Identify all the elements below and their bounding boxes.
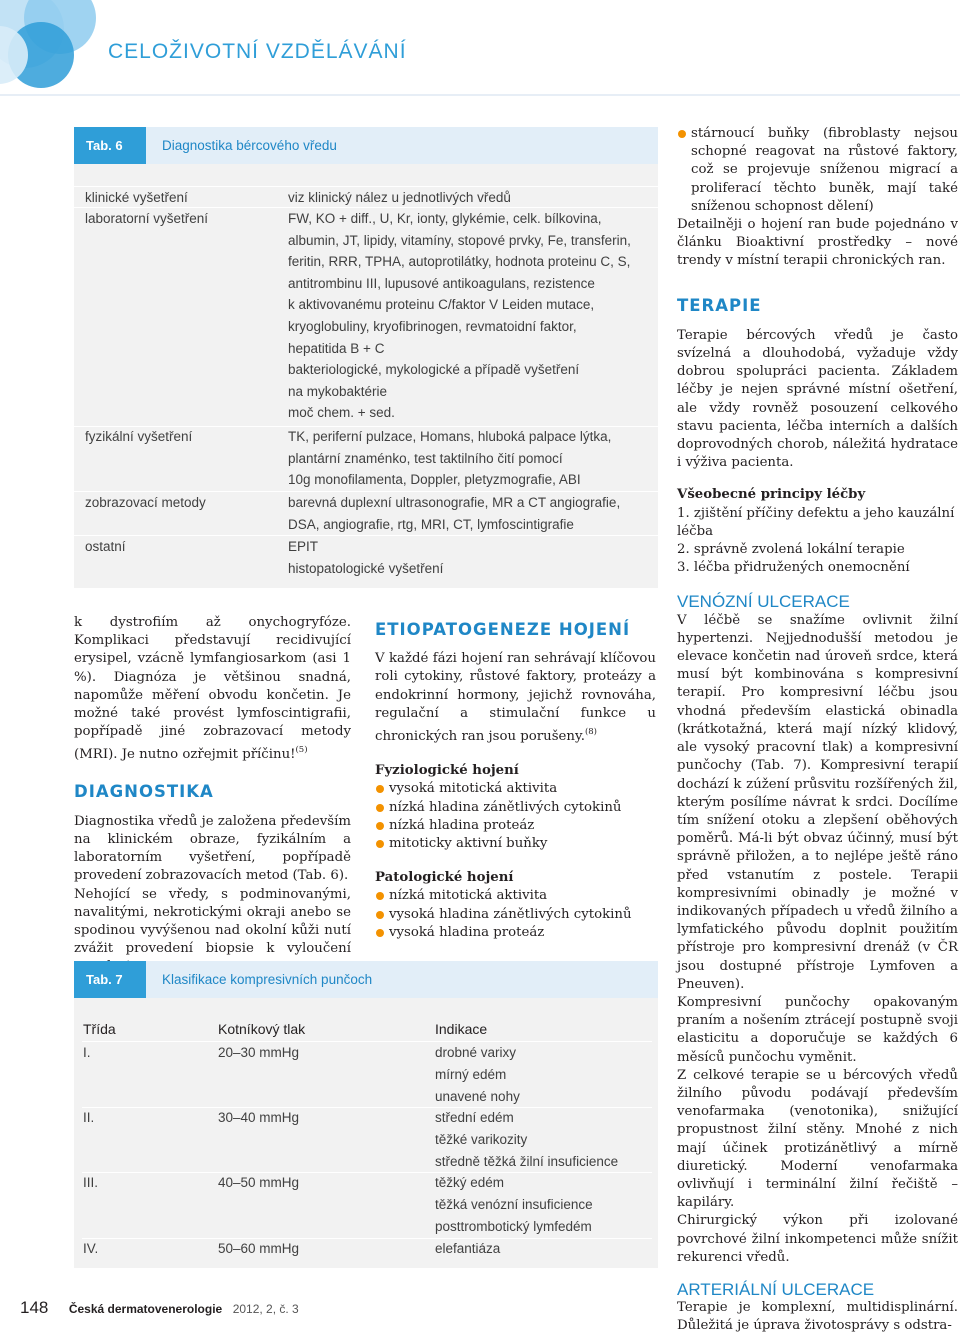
table6-header bbox=[74, 127, 658, 164]
table7-title: Klasifikace kompresivních punčoch bbox=[146, 961, 658, 998]
table7-trida: II. bbox=[83, 1110, 95, 1125]
journal-name: Česká dermatovenerologie bbox=[68, 1302, 223, 1316]
table7-indikace: drobné varixy mírný edém unavené nohy bbox=[435, 1045, 520, 1104]
issue-info: 2012, 2, č. 3 bbox=[232, 1302, 299, 1316]
table7-tlak: 40–50 mmHg bbox=[218, 1175, 300, 1190]
col3-note: Detailněji o hojení ran bude pojednáno v článku Bioaktivní prostředky – nové trendy v místní terapii chronických ran. bbox=[677, 217, 958, 269]
col3-paragraph: Kompresivní punčochy opakovaným praním a nošením ztrácejí postupně svoji elasticitu a doporučuje se každých 6 měsíců punčochu vyměnit. bbox=[677, 994, 958, 1065]
col3-paragraph: Chirurgický výkon při izolované povrchové žilní inkompetenci může snížit rekurenci vředů. bbox=[677, 1213, 958, 1265]
table6-label: Tab. 6 bbox=[74, 127, 146, 164]
table7-tlak: 20–30 mmHg bbox=[218, 1045, 300, 1060]
table6-row-value: viz klinický nález u jednotlivých vředů bbox=[288, 190, 511, 205]
list-item: 1. zjištění příčiny defektu a jeho kauzální léčba bbox=[677, 505, 955, 539]
heading-etiopatogeneze: ETIOPATOGENEZE HOJENÍ bbox=[375, 620, 631, 639]
table7-tlak: 50–60 mmHg bbox=[218, 1241, 300, 1256]
table6-row-value: EPIT histopatologické vyšetření bbox=[288, 539, 444, 576]
heading-terapie: TERAPIE bbox=[677, 295, 762, 315]
table6-title: Diagnostika bércového vředu bbox=[146, 127, 658, 164]
col3-paragraph: Z celkové terapie se u bércových vředů žilního původu podávají především venofarmaka (venotonika), snižující propustnost žilní stěny. Mnohé z nich mají účinek protizánětlivý a mírně diuretický. Moderní venofarmaka ovlivňují i terminální žilní řečiště – kapiláry. bbox=[677, 1067, 958, 1211]
header-divider bbox=[0, 94, 960, 96]
list-item: nízká hladina zánětlivých cytokinů bbox=[375, 799, 656, 817]
list-item: nízká hladina proteáz bbox=[375, 817, 656, 835]
table7-trida: IV. bbox=[83, 1241, 99, 1256]
list-item: nízká mitotická aktivita bbox=[375, 887, 656, 905]
table6-row-label: zobrazovací metody bbox=[85, 495, 206, 510]
table6-row-label: ostatní bbox=[85, 539, 126, 554]
table7-indikace: elefantiáza bbox=[435, 1241, 501, 1256]
section-title: CELOŽIVOTNÍ VZDĚLÁVÁNÍ bbox=[108, 40, 407, 63]
table7 bbox=[74, 998, 658, 1268]
patologicke-title: Patologické hojení bbox=[375, 870, 514, 886]
table7-header bbox=[74, 961, 658, 998]
table7-tlak: 30–40 mmHg bbox=[218, 1110, 300, 1125]
table7-col-header: Indikace bbox=[435, 1021, 488, 1037]
col1-intro: k dystrofiím až onychogryfóze. Komplikaci představují recidivující erysipel, vzácně lymfangiosarkom (asi 1 %). Diagnóza je většinou snadná, napomůže měření obvodu končetin. Je možné také provést lymfoscintigrafii, popřípadě jiné zobrazovací metody (MRI). Je nutno ozřejmit příčinu! bbox=[74, 615, 351, 763]
list-item: vysoká hladina zánětlivých cytokinů bbox=[375, 906, 656, 924]
table7-indikace: střední edém těžké varikozity středně těžká žilní insuficience bbox=[435, 1110, 619, 1169]
column-2 bbox=[375, 621, 656, 942]
logo-circles bbox=[0, 0, 110, 92]
col1-paragraph: Diagnostika vředů je založena především na klinickém obraze, fyzikálním a laboratorním vyšetření, popřípadě provedení zobrazovacích metod (Tab. 6). bbox=[74, 813, 351, 884]
list-item: vysoká mitotická aktivita bbox=[375, 780, 656, 798]
table6-row-value: FW, KO + diff., U, Kr, ionty, glykémie, celk. bílkovina, albumin, JT, lipidy, vitamíny, stopové prvky, Fe, transferin, feritin, RRR, TPHA, autoprotilátky, hodnota proteinu C, S, antitrombinu III, lupusové antikoagulans, rezistence k aktivovanému proteinu C/faktor V Leiden mutace, kryoglobuliny, kryofibrinogen, revmatoidní faktor, hepatitida B + C bakteriologické, mykologické a případě vyšetření na mykobaktérie moč chem. + sed. bbox=[288, 211, 631, 421]
col2-ref: (8) bbox=[584, 727, 597, 738]
table6-row-value: barevná duplexní ultrasonografie, MR a CT angiografie, DSA, angiografie, rtg, MRI, CT, lymfoscintigrafie bbox=[288, 495, 621, 532]
column-3 bbox=[677, 125, 958, 1336]
col1-paragraph: Nehojící se vředy, s podminovanými, navalitými, nekrotickými okraji anebo se spodinou vyvýšenou nad okolní kůži nutí zvážit provedení biopsie k vyloučení bbox=[74, 886, 351, 957]
table6 bbox=[74, 164, 658, 588]
col3-paragraph: Terapie bércových vředů je často svízelná a dlouhodobá, vyžaduje vždy dobrou spolupráci pacienta. Základem léčby je nejen správné místní ošetření, ale vždy rovněž posouzení celkového stavu pacienta, léčba interních a dalších doprovodných chorob, náležitá hydratace i výživa pacienta. bbox=[677, 327, 958, 471]
table7-label: Tab. 7 bbox=[74, 961, 146, 998]
col3-bullet: stárnoucí buňky (fibroblasty nejsou schopné reagovat na růstové faktory, což se projevuje sníženou migrací a proliferací těchto buněk, mají také sníženou schopnost dělení) bbox=[677, 125, 958, 216]
principy-title: Všeobecné principy léčby bbox=[677, 487, 866, 503]
col2-paragraph: V každé fázi hojení ran sehrávají klíčovou roli cytokiny, růstové faktory, proteázy a endokrinní hormony, jejichž rovnováha, regulační a stimulační funkce u chronických ran jsou porušeny. bbox=[375, 651, 656, 745]
heading-venozni: VENÓZNÍ ULCERACE bbox=[677, 592, 850, 612]
col3-paragraph: Terapie je komplexní, multidisplinární. Důležitá je úprava životosprávy s odstra- bbox=[677, 1300, 958, 1334]
table7-trida: III. bbox=[83, 1175, 99, 1190]
fyziologicke-title: Fyziologické hojení bbox=[375, 763, 519, 779]
page-number: 148 bbox=[20, 1298, 49, 1317]
col1-intro-ref: (5) bbox=[295, 745, 308, 756]
footer bbox=[20, 1298, 299, 1318]
column-1 bbox=[74, 614, 351, 977]
table6-row-label: fyzikální vyšetření bbox=[85, 429, 193, 444]
list-item: mitoticky aktivní buňky bbox=[375, 835, 656, 853]
list-item: 3. léčba přidružených onemocnění bbox=[677, 560, 910, 576]
table7-indikace: těžký edém těžká venózní insuficience posttrombotický lymfedém bbox=[435, 1175, 593, 1234]
heading-diagnostika: DIAGNOSTIKA bbox=[74, 781, 214, 801]
col3-paragraph: V léčbě se snažíme ovlivnit žilní hypertenzi. Nejjednodušší metodou je elevace končetin nad úroveň srdce, která musí být kombinována s kompresivní terapií. Pro kompresivní léčbu jsou vhodná především elastická obinadla (krátkotažná, která mají nízký klidový, ale vysoký pracovní tlak) a kompresivní punčochy (Tab. 7). Kompresivní terapií dochází k zúžení průsvitu rozšířených žil, kterým posílíme návrat k srdci. Docílíme tím snížení otoku a zlepšení oběhových poměrů. Má-li být obvaz účinný, musí být správně přiložen, a to nejlépe ještě ráno před vstanutím z postele. Terapii kompresivními obinadly je možné v indikovaných případech u vředů žilního a lymfatického původu doplnit použitím přístroje pro kompresivní drenáž (v ČR jsou dostupné přístroje Lymfoven a Pneuven). bbox=[677, 612, 958, 992]
table6-row-value: TK, periferní pulzace, Homans, hluboká palpace lýtka, plantární znaménko, test taktilního čití pomocí 10g monofilamenta, Doppler, pletyzmografie, ABI bbox=[288, 429, 612, 488]
table7-col-header: Kotníkový tlak bbox=[218, 1021, 306, 1037]
heading-arterialni: ARTERIÁLNÍ ULCERACE bbox=[677, 1279, 875, 1299]
table7-trida: I. bbox=[83, 1045, 91, 1060]
list-item: vysoká hladina proteáz bbox=[375, 924, 656, 942]
table6-row-label: laboratorní vyšetření bbox=[85, 211, 209, 226]
table6-row-label: klinické vyšetření bbox=[85, 190, 188, 205]
table7-col-header: Třída bbox=[83, 1021, 116, 1037]
list-item: 2. správně zvolená lokální terapie bbox=[677, 542, 905, 558]
